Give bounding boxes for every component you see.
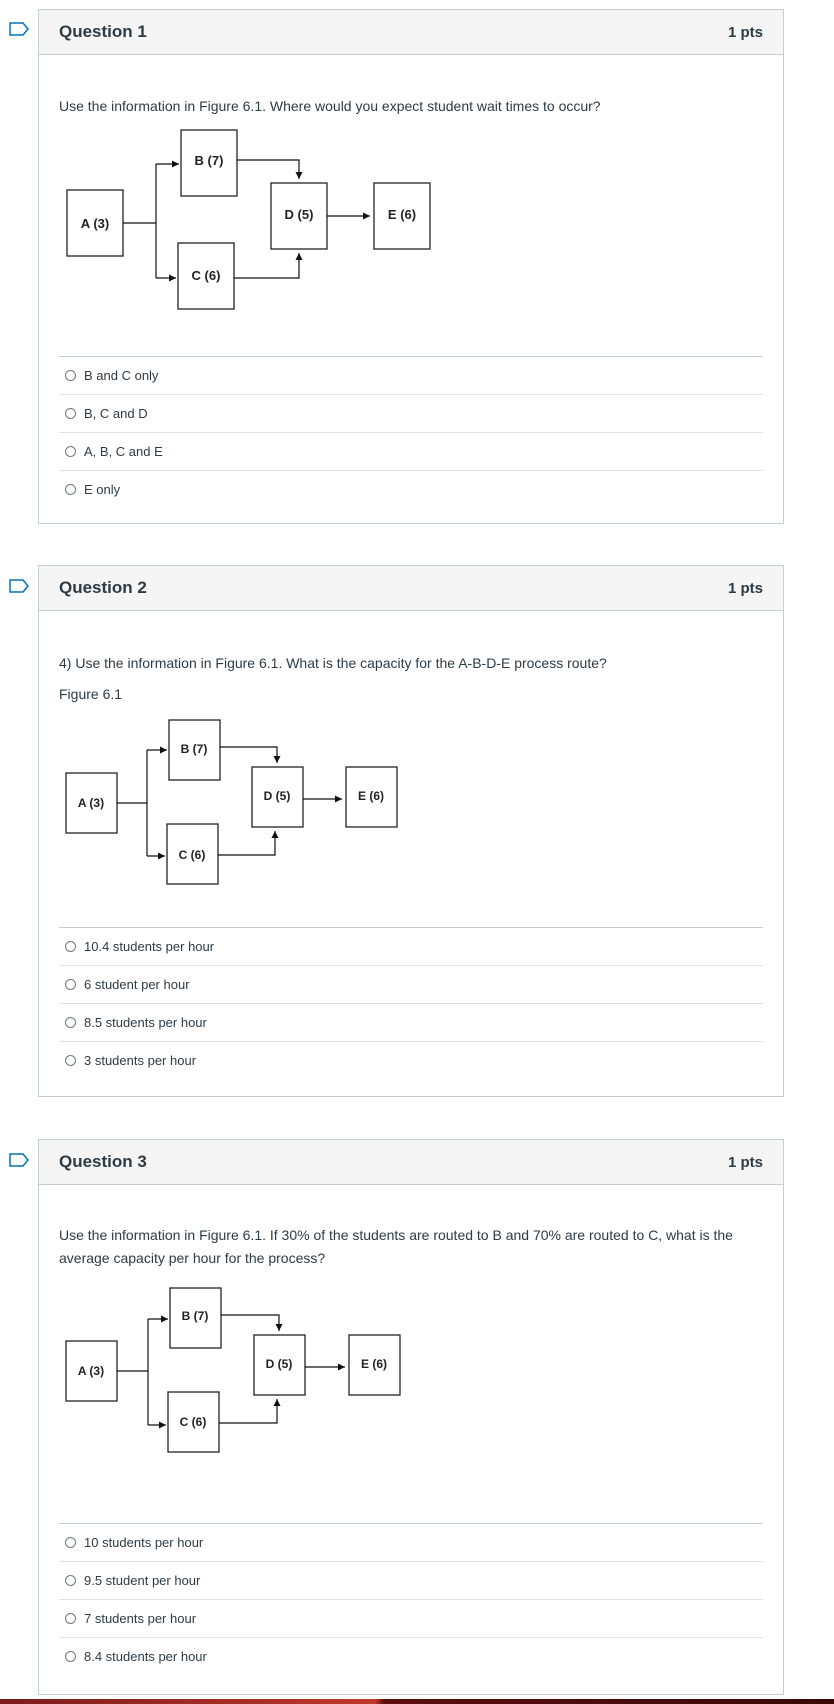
answer-label: A, B, C and E: [84, 444, 163, 459]
answer-label: B and C only: [84, 368, 159, 383]
answer-option[interactable]: [59, 928, 763, 966]
bottom-status-bar: [0, 1699, 834, 1704]
station-e-label: E (6): [387, 207, 417, 222]
process-flow-diagram: [59, 128, 439, 328]
radio-button[interactable]: [65, 941, 76, 952]
question-1: [38, 9, 784, 524]
answer-option[interactable]: [59, 1600, 763, 1638]
answer-label: 3 students per hour: [84, 1053, 197, 1068]
answer-option[interactable]: [59, 433, 763, 471]
answer-option[interactable]: [59, 1562, 763, 1600]
station-c-label: C (6): [191, 268, 221, 283]
radio-button[interactable]: [65, 1537, 76, 1548]
question-text: Use the information in Figure 6.1. If 30% of the students are routed to B and 70% are routed to C, what is the average capacity per hour for the process?: [59, 1227, 733, 1266]
radio-button[interactable]: [65, 446, 76, 457]
question-points: 1 pts: [727, 1153, 763, 1171]
answer-option[interactable]: [59, 357, 763, 395]
flag-question-icon[interactable]: [9, 22, 29, 36]
station-d-label: D (5): [263, 789, 291, 803]
question-header: [39, 10, 783, 55]
question-text: Use the information in Figure 6.1. Where would you expect student wait times to occur?: [59, 98, 601, 114]
flag-question-icon[interactable]: [9, 579, 29, 593]
answer-option[interactable]: [59, 471, 763, 508]
radio-button[interactable]: [65, 979, 76, 990]
question-2: [38, 565, 784, 1097]
question-3: [38, 1139, 784, 1695]
answer-option[interactable]: [59, 1042, 763, 1079]
question-points: 1 pts: [727, 23, 763, 41]
answer-label: 10 students per hour: [84, 1535, 204, 1550]
answer-option[interactable]: [59, 395, 763, 433]
question-title: Question 1: [59, 22, 147, 41]
station-d-label: D (5): [284, 207, 314, 222]
answer-label: 6 student per hour: [84, 977, 190, 992]
station-e-label: E (6): [360, 1357, 388, 1371]
radio-button[interactable]: [65, 408, 76, 419]
answer-label: 8.5 students per hour: [84, 1015, 207, 1030]
question-header: [39, 1140, 783, 1185]
answer-option[interactable]: [59, 1524, 763, 1562]
radio-button[interactable]: [65, 1055, 76, 1066]
question-points: 1 pts: [727, 579, 763, 597]
radio-button[interactable]: [65, 1613, 76, 1624]
process-flow-diagram: [59, 716, 419, 896]
radio-button[interactable]: [65, 1017, 76, 1028]
station-b-label: B (7): [180, 742, 208, 756]
answer-label: 10.4 students per hour: [84, 939, 215, 954]
process-flow-diagram: [59, 1284, 419, 1464]
station-e-label: E (6): [357, 789, 385, 803]
answer-label: 9.5 student per hour: [84, 1573, 201, 1588]
answer-label: E only: [84, 482, 121, 497]
question-title: Question 2: [59, 578, 147, 597]
station-a-label: A (3): [77, 796, 105, 810]
answer-label: B, C and D: [84, 406, 148, 421]
radio-button[interactable]: [65, 484, 76, 495]
answer-list: [59, 1523, 763, 1675]
question-title: Question 3: [59, 1152, 147, 1171]
answer-list: [59, 356, 763, 508]
answer-option[interactable]: [59, 1004, 763, 1042]
station-c-label: C (6): [178, 848, 206, 862]
station-a-label: A (3): [77, 1364, 105, 1378]
answer-label: 8.4 students per hour: [84, 1649, 207, 1664]
flag-question-icon[interactable]: [9, 1153, 29, 1167]
answer-label: 7 students per hour: [84, 1611, 197, 1626]
radio-button[interactable]: [65, 1651, 76, 1662]
question-text: 4) Use the information in Figure 6.1. What is the capacity for the A-B-D-E process route?: [59, 655, 607, 671]
station-b-label: B (7): [181, 1309, 209, 1323]
station-a-label: A (3): [80, 216, 110, 231]
figure-label: Figure 6.1: [59, 686, 123, 702]
question-header: [39, 566, 783, 611]
radio-button[interactable]: [65, 1575, 76, 1586]
station-c-label: C (6): [179, 1415, 207, 1429]
station-d-label: D (5): [265, 1357, 293, 1371]
radio-button[interactable]: [65, 370, 76, 381]
answer-option[interactable]: [59, 966, 763, 1004]
answer-option[interactable]: [59, 1638, 763, 1675]
station-b-label: B (7): [194, 153, 224, 168]
answer-list: [59, 927, 763, 1079]
